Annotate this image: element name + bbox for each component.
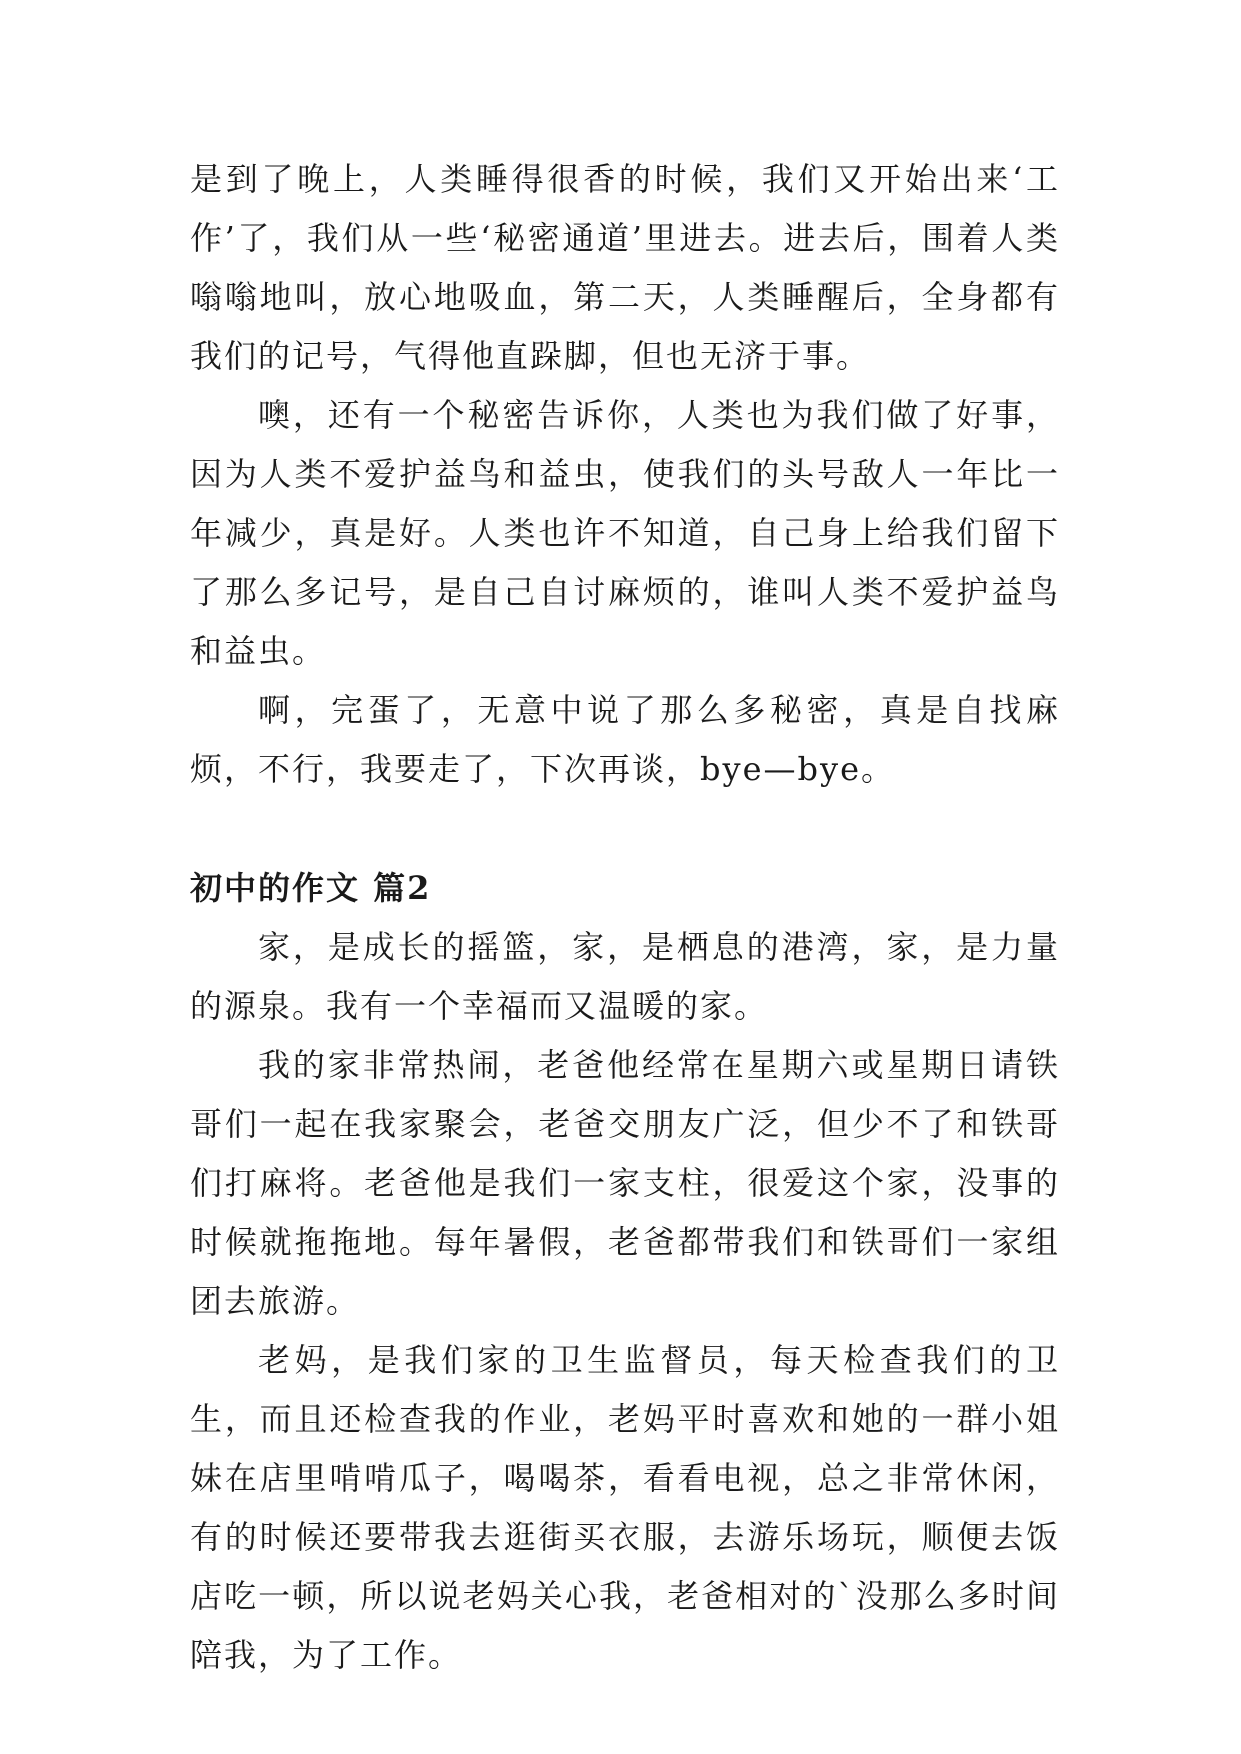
paragraph-goodbye: 啊，完蛋了，无意中说了那么多秘密，真是自找麻烦，不行，我要走了，下次再谈，bye—bye。 [190, 691, 1060, 788]
text-column [190, 150, 1060, 1685]
paragraph-continued: 是到了晚上，人类睡得很香的时候，我们又开始出来‘工作’了，我们从一些‘秘密通道’里进去。进去后，围着人类嗡嗡地叫，放心地吸血，第二天，人类睡醒后，全身都有我们的记号，气得他直跺脚，但也无济于事。 [190, 160, 1060, 375]
paragraph-secret: 噢，还有一个秘密告诉你，人类也为我们做了好事，因为人类不爱护益鸟和益虫，使我们的头号敌人一年比一年减少，真是好。人类也许不知道，自己身上给我们留下了那么多记号，是自己自讨麻烦的，谁叫人类不爱护益鸟和益虫。 [190, 396, 1060, 670]
section-title: 初中的作文 篇2 [190, 869, 432, 907]
paragraph-mom: 老妈，是我们家的卫生监督员，每天检查我们的卫生，而且还检查我的作业，老妈平时喜欢和她的一群小姐妹在店里啃啃瓜子，喝喝茶，看看电视，总之非常休闲，有的时候还要带我去逛街买衣服，去游乐场玩，顺便去饭店吃一顿，所以说老妈关心我，老爸相对的`没那么多时间陪我，为了工作。 [190, 1341, 1060, 1674]
paragraph-home-intro: 家，是成长的摇篮，家，是栖息的港湾，家，是力量的源泉。我有一个幸福而又温暖的家。 [190, 928, 1060, 1025]
paragraph-dad: 我的家非常热闹，老爸他经常在星期六或星期日请铁哥们一起在我家聚会，老爸交朋友广泛，但少不了和铁哥们打麻将。老爸他是我们一家支柱，很爱这个家，没事的时候就拖拖地。每年暑假，老爸都带我们和铁哥们一家组团去旅游。 [190, 1046, 1060, 1320]
